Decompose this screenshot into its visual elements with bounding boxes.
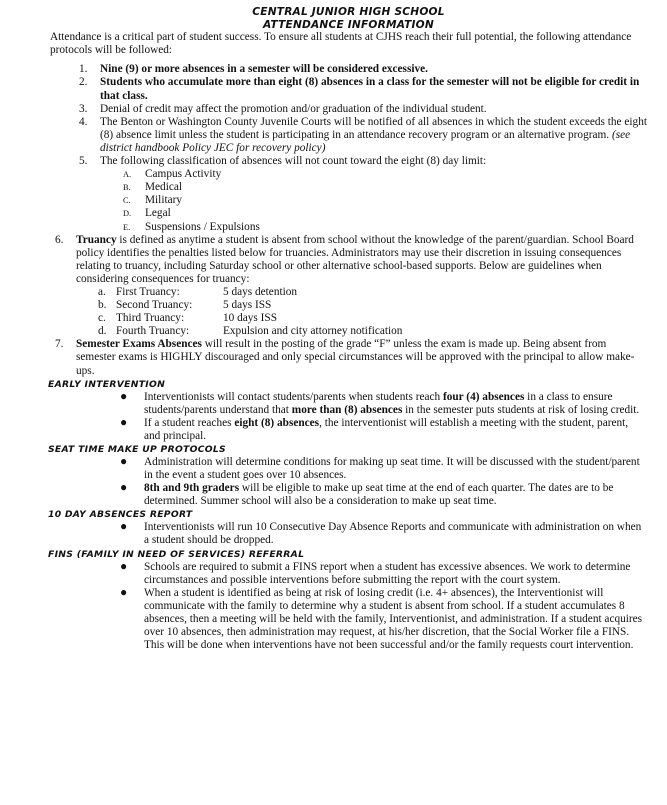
bullet-icon: ● xyxy=(120,414,128,429)
bullet-item: ● If a student reaches eight (8) absences, the interventionist will establish a meeting with the student, parent, and principal. xyxy=(120,414,629,442)
protocol-item-2: 2. Students who accumulate more than eight (8) absences in a class for the semester will not be eligible for credit in that class. xyxy=(79,76,640,102)
seat-time-heading: SEAT TIME MAKE UP PROTOCOLS xyxy=(48,444,226,455)
bullet-icon: ● xyxy=(120,388,128,403)
truancy-row: b. Second Truancy: 5 days ISS xyxy=(98,299,272,312)
attendance-protocol-list xyxy=(79,63,647,233)
bullet-item: ● Interventionists will run 10 Consecutive Day Absence Reports and communicate with administration on when a student should be dropped. xyxy=(120,519,642,547)
bullet-item: ● When a student is identified as being at risk of losing credit (i.e. 4+ absences), the Interventionist will communicate with the family to determine why a student is absent from school. If a student accumulates 8 absences, then a meeting will be held with the family, Interventionist, and administration. If a student acquires over 10 absences, then administration may request, at his/her discretion, that the Social Worker file a FINS. This will be done when interventions have not been successful and/or the family requests court intervention. xyxy=(120,584,643,652)
classification-item: B. Medical xyxy=(123,181,183,194)
truancy-row: a. First Truancy: 5 days detention xyxy=(98,285,298,298)
classification-item: E. Suspensions / Expulsions xyxy=(123,220,260,233)
protocol-item-6-truancy: 6. Truancy is defined as anytime a student is absent from school without the knowledge of the parent/guardian. School Board policy identifies the penalties listed below for truancies. Administrators may use their discretion in issuing consequences relating to truancy, including Saturday school or other alternative school-based supports. Below are guidelines when considering consequences for truancy: xyxy=(55,233,634,285)
classification-list xyxy=(100,168,647,233)
bullet-item: ● Schools are required to submit a FINS report when a student has excessive absences. We work to determine circumstances and possible interventions before submitting the report with the court system. xyxy=(120,558,631,586)
classification-item: D. Legal xyxy=(123,207,171,220)
bullet-icon: ● xyxy=(120,454,128,468)
bullet-icon: ● xyxy=(120,480,128,495)
document-title: ATTENDANCE INFORMATION xyxy=(263,18,434,31)
truancy-consequence-list xyxy=(76,286,647,338)
bullet-item: ● 8th and 9th graders will be eligible to make up seat time at the end of each quarter. The dates are to be determined. Summer school will also be a consideration to make up seat time. xyxy=(120,480,614,508)
protocol-item-3: 3. Denial of credit may affect the promotion and/or graduation of the individual student. xyxy=(79,102,487,115)
attendance-protocol-list-cont xyxy=(48,233,647,653)
protocol-item-1: 1. Nine (9) or more absences in a semester will be considered excessive. xyxy=(79,63,428,76)
early-intervention-heading: EARLY INTERVENTION xyxy=(48,378,166,390)
truancy-row: c. Third Truancy: 10 days ISS xyxy=(98,312,277,325)
fins-referral-heading: FINS (FAMILY IN NEED OF SERVICES) REFERRAL xyxy=(48,548,305,560)
school-name-heading: CENTRAL JUNIOR HIGH SCHOOL xyxy=(252,6,445,18)
bullet-icon: ● xyxy=(120,584,128,599)
protocol-item-4: 4. The Benton or Washington County Juvenile Courts will be notified of all absences in which the student exceeds the eight (8) absence limit unless the student is participating in an attendance recovery program or an alternative program. (see district handbook Policy JEC for recovery policy) xyxy=(79,115,647,154)
bullet-icon: ● xyxy=(120,558,128,573)
truancy-row: d. Fourth Truancy: Expulsion and city attorney notification xyxy=(98,325,403,338)
classification-item: A. Campus Activity xyxy=(123,168,222,181)
classification-item: C. Military xyxy=(123,194,183,207)
protocol-item-7-exams: 7. Semester Exams Absences will result in the posting of the grade “F” unless the exam is made up. Being absent from semester exams is HIGHLY discouraged and only special circumstances will be approved with the principal to allow make-ups. xyxy=(55,338,635,377)
ten-day-report-heading: 10 DAY ABSENCES REPORT xyxy=(48,509,193,521)
protocol-item-5: 5. The following classification of absences will not count toward the eight (8) day limit: xyxy=(79,155,487,168)
bullet-item: ● Interventionists will contact students/parents when students reach four (4) absences in a class to ensure students/parents understand that more than (8) absences in the semester puts students at risk of losing credit. xyxy=(120,388,640,416)
intro-paragraph: Attendance is a critical part of student success. To ensure all students at CJHS reach their full potential, the following attendance protocols will be followed: xyxy=(50,31,632,57)
bullet-icon: ● xyxy=(120,519,128,534)
bullet-item: ● Administration will determine conditions for making up seat time. It will be discussed with the student/parent in the event a student goes over 10 absences. xyxy=(120,454,640,482)
